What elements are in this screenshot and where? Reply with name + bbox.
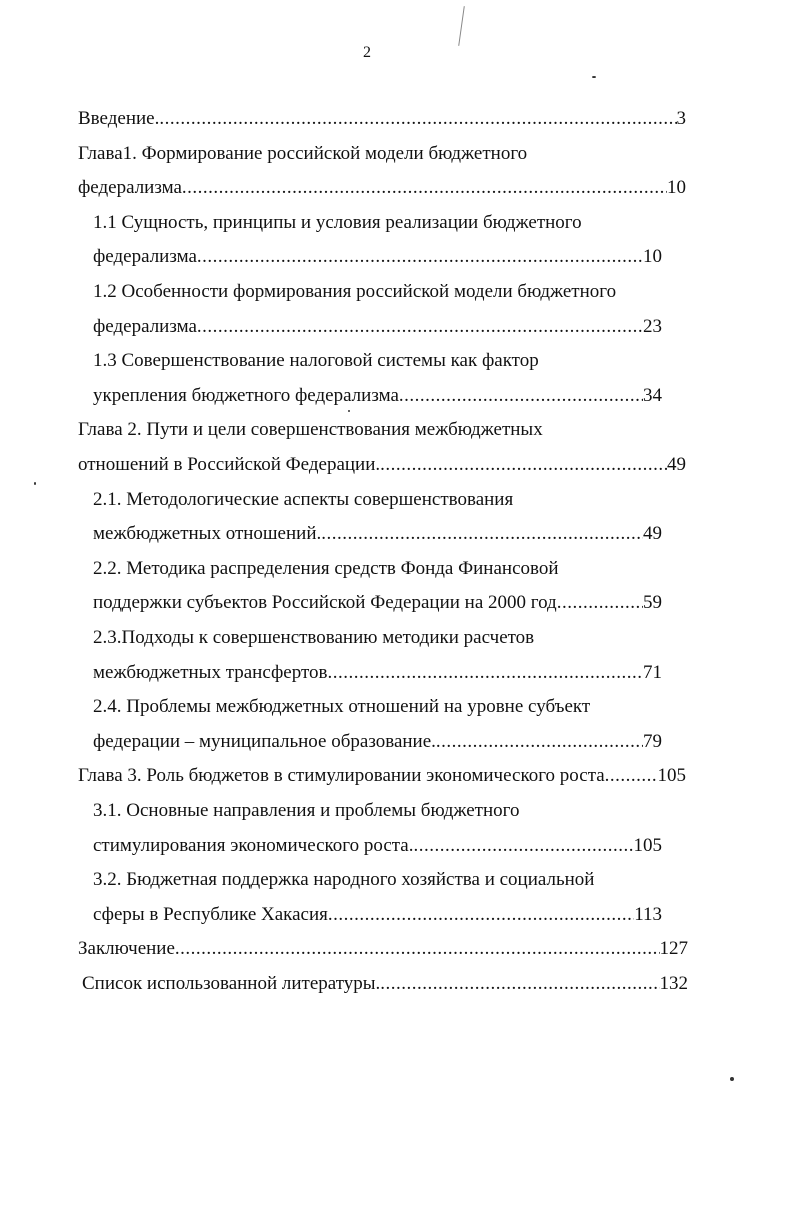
scan-speck xyxy=(34,482,36,485)
dot-leader xyxy=(399,379,643,413)
toc-entry-line-with-page xyxy=(93,898,662,932)
toc-entry-text: федерализма xyxy=(78,177,182,198)
toc-entry-line xyxy=(93,275,662,309)
toc-entry-line xyxy=(93,863,662,897)
dot-leader xyxy=(159,102,676,136)
dot-leader xyxy=(557,586,643,620)
dot-leader xyxy=(197,240,643,274)
toc-entry-line-with-page xyxy=(78,932,688,966)
toc-entry-line xyxy=(93,690,662,724)
toc-entry-line xyxy=(78,413,686,447)
scan-speck xyxy=(592,76,596,78)
dot-leader xyxy=(328,656,643,690)
toc-entry-text: 1.1 Сущность, принципы и условия реализации бюджетного xyxy=(93,212,582,233)
toc-entry-line xyxy=(93,483,662,517)
toc-entry-text: межбюджетных отношений. xyxy=(93,523,322,544)
dot-leader xyxy=(414,829,634,863)
toc-page-number: 79 xyxy=(643,731,662,752)
toc-page-number: 10 xyxy=(667,177,686,198)
toc-entry-line-with-page xyxy=(78,759,686,793)
toc-entry-text: Глава 2. Пути и цели совершенствования межбюджетных xyxy=(78,419,543,440)
toc-entry-line-with-page xyxy=(93,829,662,863)
toc-entry-text: федерации – муниципальное образование. xyxy=(93,731,436,752)
toc-entry-text: 2.2. Методика распределения средств Фонда Финансовой xyxy=(93,558,559,579)
toc-entry-text: поддержки субъектов Российской Федерации на 2000 год xyxy=(93,592,557,613)
scan-scratch xyxy=(458,6,465,46)
toc-entry-line-with-page xyxy=(78,102,686,136)
toc-entry-line-with-page xyxy=(78,448,686,482)
toc-entry-text: 2.4. Проблемы межбюджетных отношений на уровне субъект xyxy=(93,696,591,717)
toc-entry-text: 2.3.Подходы к совершенствованию методики расчетов xyxy=(93,627,535,648)
toc-entry-line-with-page xyxy=(93,240,662,274)
page-number: 2 xyxy=(363,44,371,61)
dot-leader xyxy=(436,725,643,759)
toc-page-number: 59 xyxy=(643,592,662,613)
toc-entry-line xyxy=(93,621,662,655)
toc-entry-line-with-page xyxy=(93,586,662,620)
toc-entry-text: Глава1. Формирование российской модели бюджетного xyxy=(78,143,528,164)
toc-page-number: 34 xyxy=(643,385,662,406)
dot-leader xyxy=(380,967,659,1001)
toc-entry-text: сферы в Республике Хакасия xyxy=(93,904,328,925)
toc-entry-line-with-page xyxy=(93,310,662,344)
toc-entry-line-with-page xyxy=(93,379,662,413)
toc-entry-line xyxy=(93,794,662,828)
toc-entry-text: 3.2. Бюджетная поддержка народного хозяйства и социальной xyxy=(93,869,595,890)
toc-entry-text: Заключение xyxy=(78,938,175,959)
dot-leader xyxy=(197,310,643,344)
toc-page-number: 105 xyxy=(633,835,662,856)
toc-page-number: 132 xyxy=(659,973,688,994)
toc-entry-text: федерализма xyxy=(93,316,197,337)
toc-entry-line-with-page xyxy=(93,517,662,551)
toc-entry-text: межбюджетных трансфертов xyxy=(93,662,328,683)
scan-speck xyxy=(348,410,350,412)
toc-entry-text: 1.3 Совершенствование налоговой системы как фактор xyxy=(93,350,539,371)
toc-page-number: 71 xyxy=(643,662,662,683)
toc-entry-text: отношений в Российской Федерации. xyxy=(78,454,381,475)
toc-entry-line-with-page xyxy=(78,171,686,205)
toc-page-number: 3 xyxy=(676,108,686,129)
scan-speck xyxy=(730,1077,734,1081)
toc-page-number: 10 xyxy=(643,246,662,267)
toc-entry-line xyxy=(93,552,662,586)
toc-page-number: 49 xyxy=(667,454,686,475)
toc-entry-text: стимулирования экономического роста. xyxy=(93,835,414,856)
toc-entry-text: Глава 3. Роль бюджетов в стимулировании экономического роста xyxy=(78,765,605,786)
toc-entry-text: Список использованной литературы. xyxy=(82,973,381,994)
toc-page-number: 127 xyxy=(659,938,688,959)
toc-entry-line-with-page xyxy=(82,967,688,1001)
toc-entry-text: Введение. xyxy=(78,108,160,129)
dot-leader xyxy=(175,932,660,966)
toc-entry-line-with-page xyxy=(93,725,662,759)
dot-leader xyxy=(182,171,667,205)
dot-leader xyxy=(328,898,634,932)
toc-entry-text: 3.1. Основные направления и проблемы бюджетного xyxy=(93,800,520,821)
toc-entry-text: 1.2 Особенности формирования российской модели бюджетного xyxy=(93,281,617,302)
toc-page-number: 23 xyxy=(643,316,662,337)
toc-page-number: 113 xyxy=(634,904,662,925)
toc-entry-line xyxy=(93,206,662,240)
toc-entry-line xyxy=(78,137,686,171)
dot-leader xyxy=(380,448,667,482)
toc-entry-line-with-page xyxy=(93,656,662,690)
toc-entry-text: федерализма xyxy=(93,246,197,267)
toc-entry-text: укрепления бюджетного федерализма xyxy=(93,385,399,406)
dot-leader xyxy=(605,759,658,793)
dot-leader xyxy=(321,517,643,551)
toc-page-number: 49 xyxy=(643,523,662,544)
toc-entry-line xyxy=(93,344,662,378)
toc-entry-text: 2.1. Методологические аспекты совершенствования xyxy=(93,489,514,510)
toc-page-number: 105 xyxy=(657,765,686,786)
